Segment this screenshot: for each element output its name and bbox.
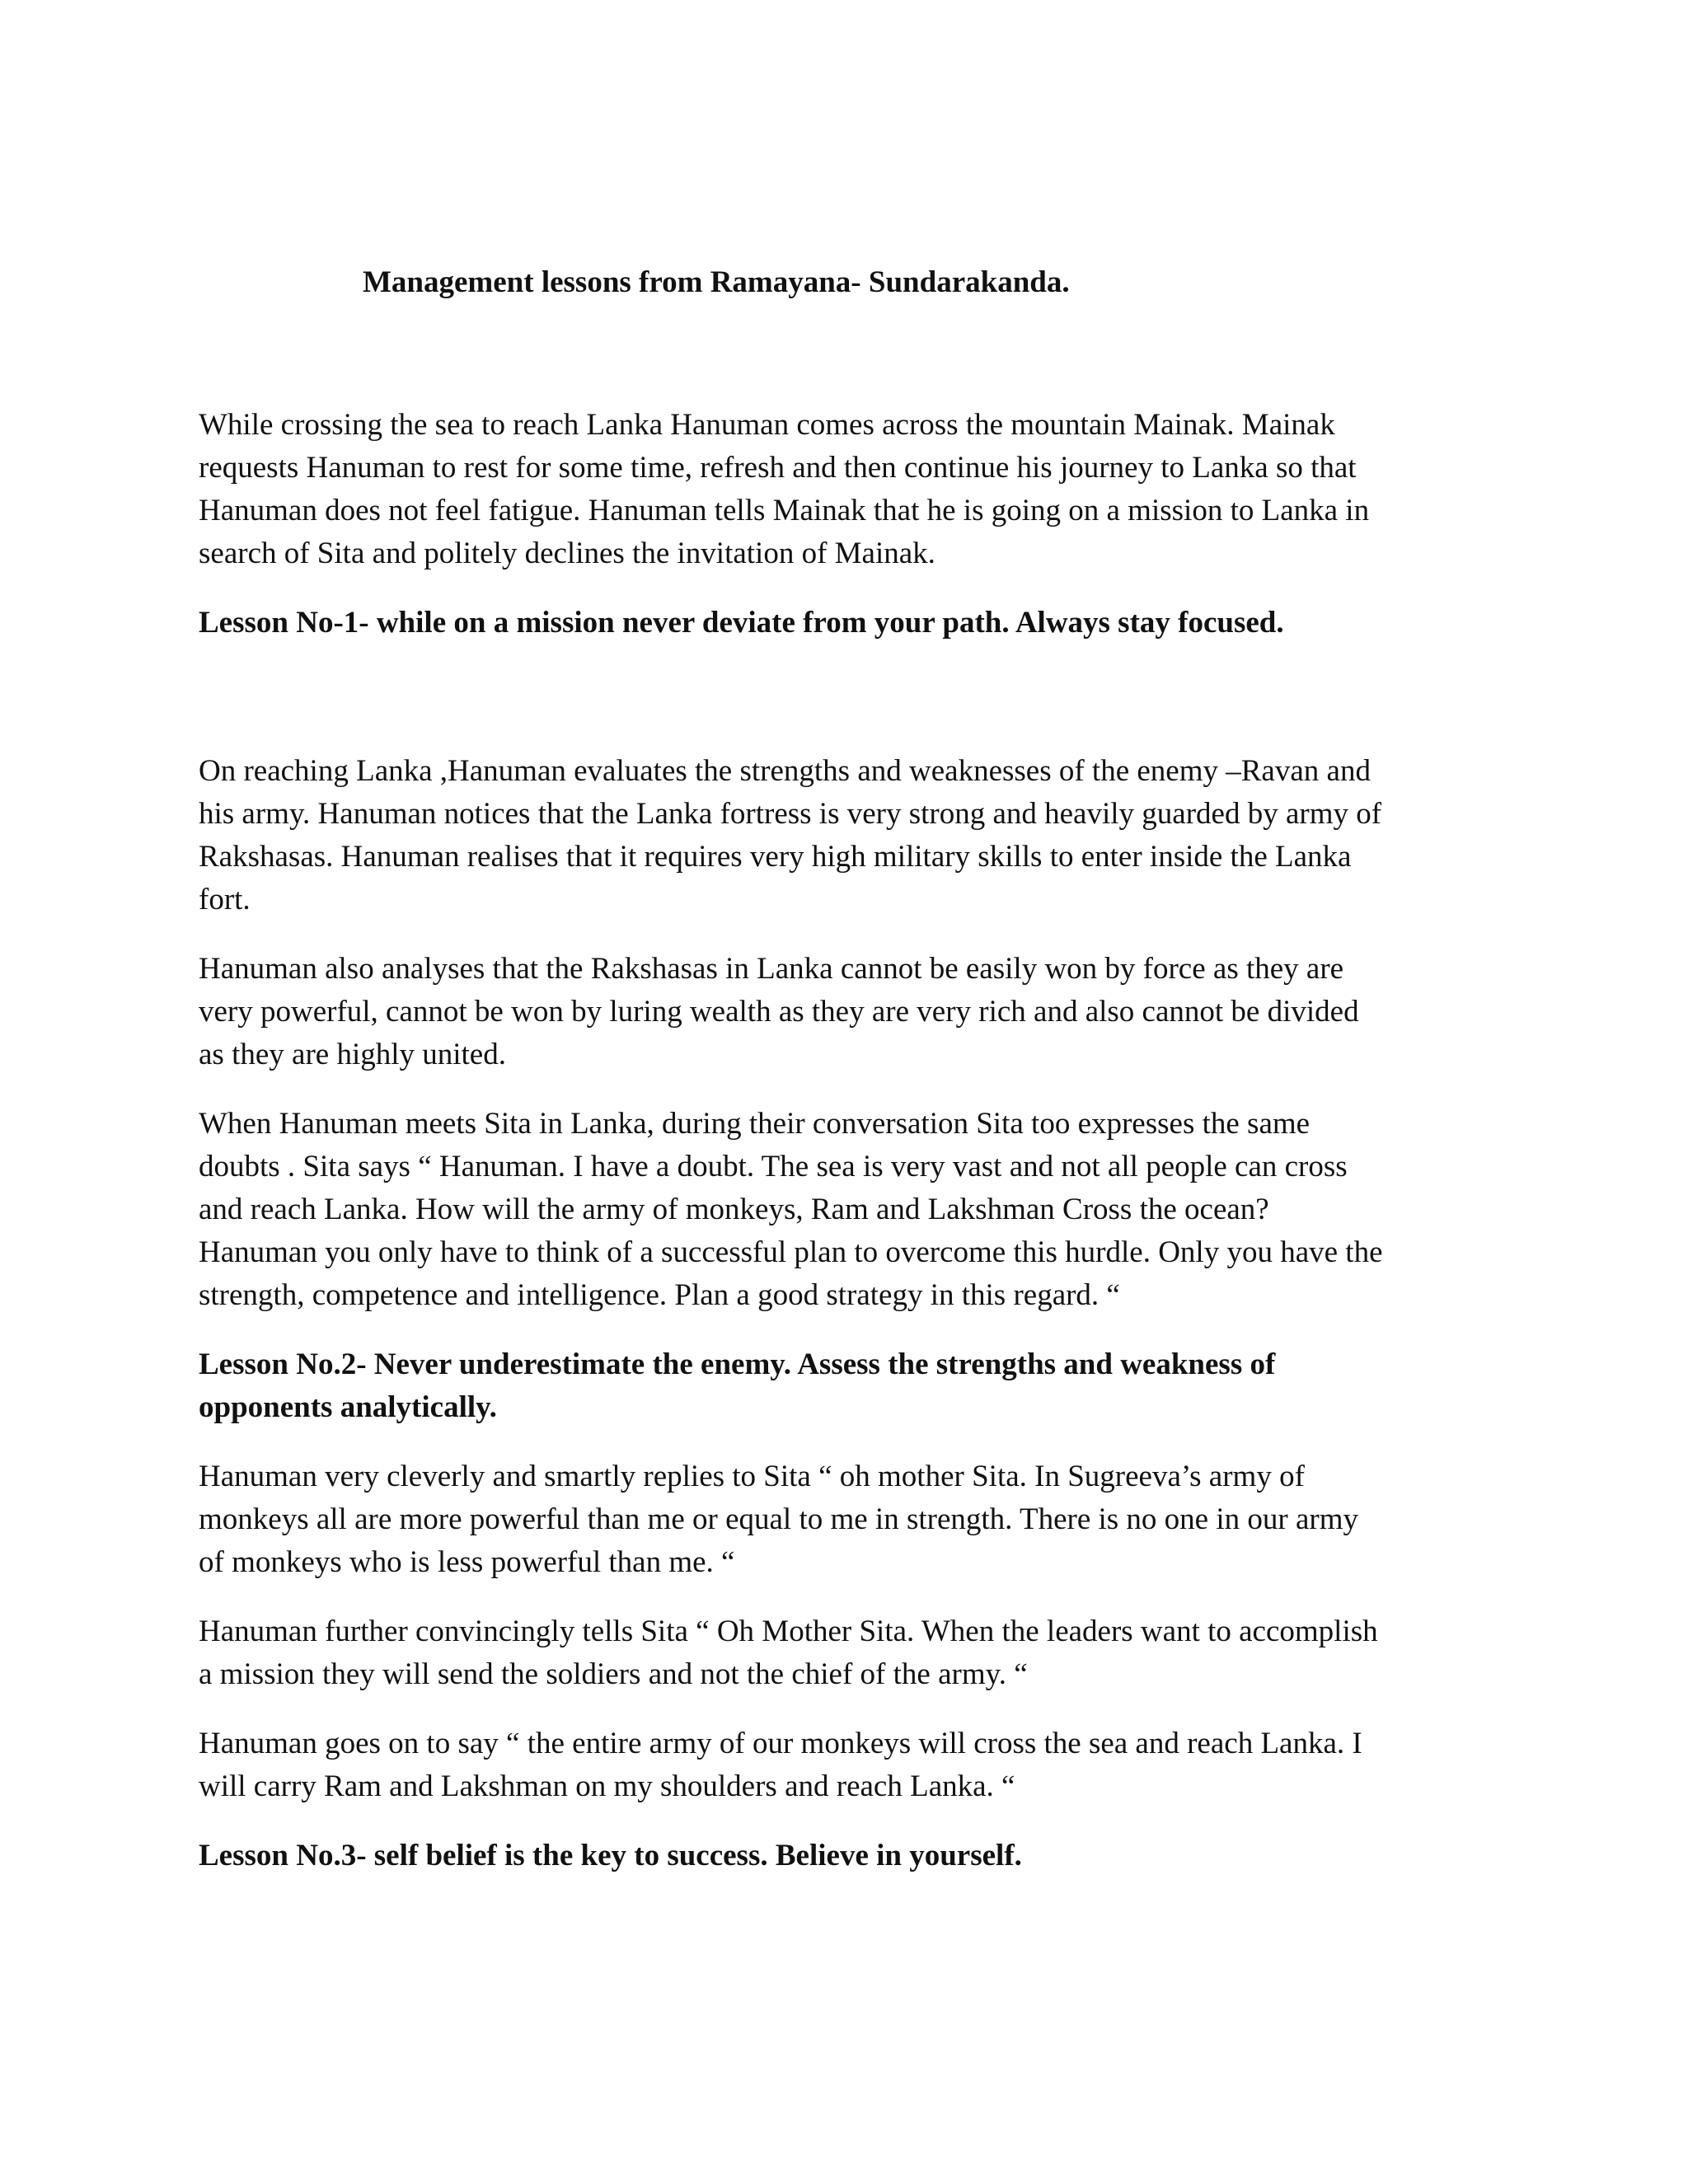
paragraph-leaders: Hanuman further convincingly tells Sita “ Oh Mother Sita. When the leaders want to accomplish a mission they will send the soldiers and not the chief of the army. “ [199, 1615, 1378, 1691]
paragraph-sita-doubt: When Hanuman meets Sita in Lanka, during their conversation Sita too expresses the same doubts . Sita says “ Hanuman. I have a doubt. The sea is very vast and not all people can cross and reach Lanka. How will the army of monkeys, Ram and Lakshman Cross the ocean? Hanuman you only have to think of a successful plan to overcome this hurdle. Only you have the strength, competence and intelligence. Plan a good strategy in this regard. “ [199, 1107, 1383, 1312]
document-title: Management lessons from Ramayana- Sundarakanda. [363, 265, 1070, 299]
lesson-3: Lesson No.3- self belief is the key to success. Believe in yourself. [199, 1839, 1022, 1872]
paragraph-army-crossing: Hanuman goes on to say “ the entire army of our monkeys will cross the sea and reach Lanka. I will carry Ram and Lakshman on my shoulders and reach Lanka. “ [199, 1727, 1362, 1803]
paragraph-analysis: Hanuman also analyses that the Rakshasas in Lanka cannot be easily won by force as they are very powerful, cannot be won by luring wealth as they are very rich and also cannot be divided as they are highly united. [199, 952, 1359, 1071]
section-gap [199, 671, 1501, 750]
document-body [199, 404, 1501, 1904]
paragraph-mainak: While crossing the sea to reach Lanka Hanuman comes across the mountain Mainak. Mainak requests Hanuman to rest for some time, refresh and then continue his journey to Lanka so that Hanuman does not feel fatigue. Hanuman tells Mainak that he is going on a mission to Lanka in search of Sita and politely declines the invitation of Mainak. [199, 408, 1370, 570]
paragraph-evaluation: On reaching Lanka ,Hanuman evaluates the strengths and weaknesses of the enemy –Ravan and his army. Hanuman notices that the Lanka fortress is very strong and heavily guarded by army of Rakshasas. Hanuman realises that it requires very high military skills to enter inside the Lanka fort. [199, 754, 1382, 916]
lesson-2: Lesson No.2- Never underestimate the enemy. Assess the strengths and weakness of opponents analytically. [199, 1347, 1276, 1424]
lesson-1: Lesson No-1- while on a mission never deviate from your path. Always stay focused. [199, 606, 1284, 640]
paragraph-hanuman-reply: Hanuman very cleverly and smartly replies to Sita “ oh mother Sita. In Sugreeva’s army of monkeys all are more powerful than me or equal to me in strength. There is no one in our army of monkeys who is less powerful than me. “ [199, 1460, 1358, 1579]
